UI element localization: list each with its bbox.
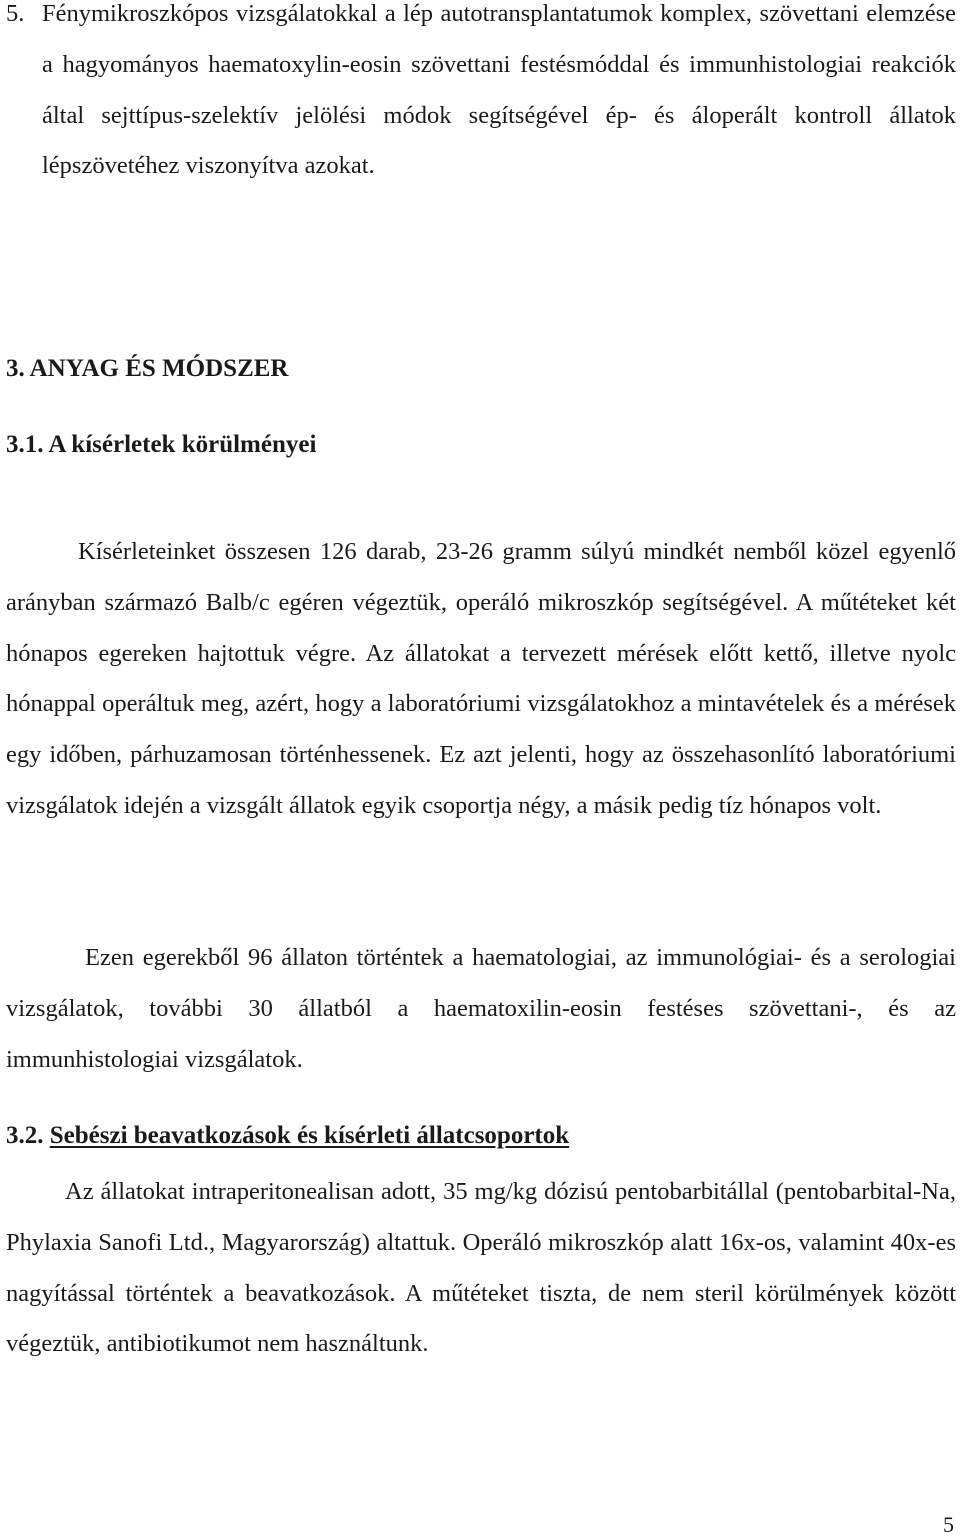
subsection-title: A kísérletek körülményei — [48, 431, 317, 458]
subsection-title: Sebészi beavatkozások és kísérleti állatcsoportok — [49, 1122, 570, 1149]
paragraph-conditions: Kísérleteinket összesen 126 darab, 23-26 gramm súlyú mindkét nemből közel egyenlő arányban származó Balb/c egéren végeztük, operáló mikroszkóp segítségével. A műtéteket két hónapos egereken hajtottuk végre. Az állatokat a tervezett mérések előtt kettő, illetve nyolc hónappal operáltuk meg, azért, hogy a laboratóriumi vizsgálatokhoz a mintavételek és a mérések egy időben, párhuzamosan történhessenek. Ez azt jelenti, hogy az összehasonlító laboratóriumi vizsgálatok idején a vizsgált állatok egyik csoportja négy, a másik pedig tíz hónapos volt. — [6, 538, 956, 819]
section-heading-text: 3. ANYAG ÉS MÓDSZER — [6, 355, 289, 382]
subsection-heading-3-1 — [6, 430, 956, 460]
list-item-5 — [6, 0, 956, 192]
subsection-number: 3.1. — [6, 431, 44, 458]
list-item-text: Fénymikroszkópos vizsgálatokkal a lép autotransplantatumok komplex, szövettani elemzése a hagyományos haematoxylin-eosin szövettani festésmóddal és immunhistologiai reakciók által sejttípus-szelektív jelölési módok segítségével ép- és áloperált kontroll állatok lépszövetéhez viszonyítva azokat. — [42, 0, 956, 180]
paragraph-animal-usage: Ezen egerekből 96 állaton történtek a haematologiai, az immunológiai- és a serologiai vizsgálatok, további 30 állatból a haematoxilin-eosin festéses szövettani-, és az immunhistologiai vizsgálatok. — [6, 944, 956, 1073]
page-number: 5 — [943, 1512, 954, 1537]
subsection-heading-3-2 — [6, 1121, 956, 1151]
section-heading — [6, 354, 956, 384]
subsection-number: 3.2. — [6, 1122, 44, 1149]
paragraph-anesthesia: Az állatokat intraperitonealisan adott, 35 mg/kg dózisú pentobarbitállal (pentobarbital-Na, Phylaxia Sanofi Ltd., Magyarország) altattuk. Operáló mikroszkóp alatt 16x-os, valamint 40x-es nagyítással történtek a beavatkozások. A műtéteket tiszta, de nem steril körülmények között végeztük, antibiotikumot nem használtunk. — [6, 1178, 956, 1358]
list-item-number: 5. — [6, 0, 25, 27]
